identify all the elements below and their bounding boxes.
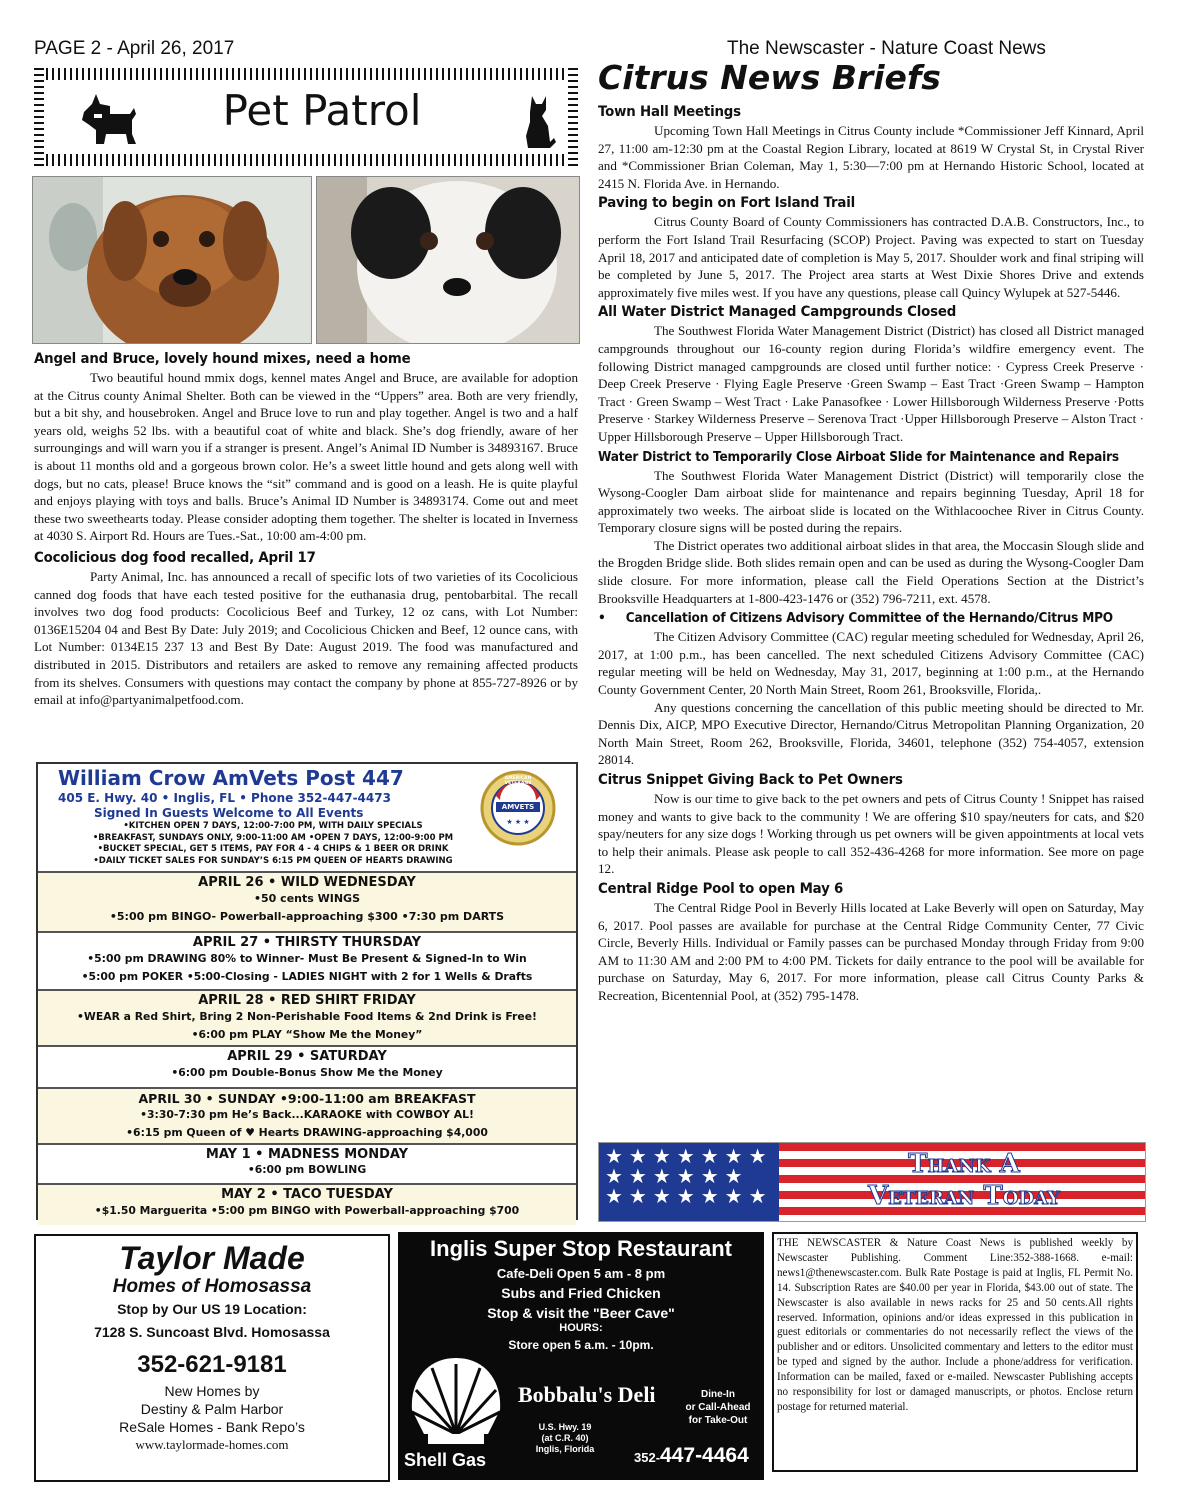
taylor-made-line1: New Homes by — [164, 1383, 260, 1399]
veteran-banner-line1: Thank A — [908, 1149, 1020, 1179]
brief-paragraph: The District operates two additional airboat slides in that area, the Moccasin Slough slide and the Brogden Bridge slide. Both slides remain open and can be used as during the Wysong-Coogler Dam slide closure. For more information, please call the Field Operations Section at the District’s Brooksville Headquarters at 1-800-423-1476 or (352) 796-7211, ext. 4578. — [598, 537, 1144, 606]
brief-paragraph: The Central Ridge Pool in Beverly Hills located at Lake Beverly will open on Saturday, May 6, 2017. Pool passes are available for purchase at the Central Ridge Community Center, 77 Civic Circle, Beverly Hills. Individual or Family passes can be purchased Monday through Friday from 9:00 AM to 11:30 AM and 2:00 PM to 4:00 PM. Tickets for daily entrance to the pool will be available for purchase on Saturday, May 6, 2017. For more information, please call Citrus County Parks & Recreation, Bicentennial Pool, at (352) 795-1478. — [598, 899, 1144, 1003]
amvets-note: •BREAKFAST, SUNDAYS ONLY, 9:00-11:00 AM •OPEN 7 DAYS, 12:00-9:00 PM — [92, 832, 454, 843]
brief-headline: Water District to Temporarily Close Airboat Slide for Maintenance and Repairs — [598, 449, 1119, 465]
amvets-note: •DAILY TICKET SALES FOR SUNDAY’S 6:15 PM QUEEN OF HEARTS DRAWING — [93, 855, 453, 866]
left-articles — [34, 350, 578, 709]
day-line: •6:15 pm Queen of ♥ Hearts DRAWING-approaching $4,000 — [126, 1126, 488, 1139]
flag-stars-icon: ★★★★★★★ ★★★★★★ ★★★★★★★ — [605, 1146, 773, 1208]
taylor-made-stop: Stop by Our US 19 Location: — [117, 1301, 307, 1317]
day-title: APRIL 30 • SUNDAY •9:00-11:00 am BREAKFAST — [138, 1091, 476, 1106]
briefs-column — [598, 103, 1144, 1005]
masthead-notice: THE NEWSCASTER & Nature Coast News is published weekly by Newscaster Publishing. Comment Line:352-388-1668. e-mail: news1@thenewscaster.com. Bulk Rate Postage is paid at Inglis, FL Permit No. 14. Subscription Rates are $40.00 per year in Florida, $43.00 out of state. The Newscaster is also available in news racks for 25 and 50 cents.All rights reserved. Information, opinions and/or ideas expressed in this publication in guest editorials or commentaries do not necessarily reflect the views of the publisher and or editors. Unsolicited commentary and letters to the editor must be typed and signed by the author. Include a phone/address for verification. Information can be mailed, faxed or e-mailed. Newscaster Publishing accepts no responsibility for lost or damaged manuscripts, or photos. Enclose return postage for returned material. — [772, 1232, 1138, 1472]
day-line: •6:00 pm BOWLING — [247, 1163, 367, 1176]
taylor-made-website: www.taylormade-homes.com — [135, 1437, 289, 1452]
chain-border-bottom — [34, 154, 578, 166]
amvets-day — [38, 1183, 576, 1225]
day-title: MAY 2 • TACO TUESDAY — [221, 1187, 393, 1202]
amvets-title: William Crow AmVets Post 447 — [58, 766, 404, 790]
veteran-banner-line2: Veteran Today — [868, 1181, 1060, 1211]
amvets-day — [38, 989, 576, 1045]
briefs-title: Citrus News Briefs — [598, 58, 941, 97]
inglis-line: Subs and Fried Chicken — [501, 1285, 661, 1301]
day-line: •5:00 pm DRAWING 80% to Winner- Must Be Present & Signed-In to Win — [87, 952, 527, 965]
taylor-made-phone: 352-621-9181 — [137, 1351, 287, 1378]
page-number-date: PAGE 2 - April 26, 2017 — [34, 38, 235, 59]
brief-paragraph: The Southwest Florida Water Management District (District) has closed all District managed campgrounds throughout our 16-county region during Florida’s wildfire emergency event. The following District managed campgrounds are closed until further notice: · Cypress Creek Preserve · Deep Creek Preserve · Flying Eagle Preserve ·Green Swamp – East Tract ·Green Swamp – Hampton Tract · Green Swamp – West Tract · Lake Panasofkee · Lower Hillsborough Wilderness Preserve ·Potts Preserve · Starkey Wilderness Preserve – Serenova Tract ·Upper Hillsborough Preserve – Alston Tract · Upper Hillsborough Preserve – Upper Hillsborough Tract. — [598, 323, 1144, 444]
amvets-note: •KITCHEN OPEN 7 DAYS, 12:00-7:00 PM, WITH DAILY SPECIALS — [123, 821, 423, 831]
inglis-line: Cafe-Deli Open 5 am - 8 pm — [496, 1266, 666, 1281]
inglis-line: Stop & visit the "Beer Cave" — [487, 1305, 675, 1321]
brief-paragraph: Citrus County Board of County Commissioners has contracted D.A.B. Constructors, Inc., to perform the Fort Island Trail Resurfacing (SCOP) Project. Paving was expected to start on Tuesday April 18, 2017 and anticipated date of completion is May 5, 2017. Shoulder work and final striping will be completed by June 5, 2017. The Project area starts at West Dixie Shores Drive and extends approximately five miles west. If you have any questions, please call Quincy Wylupek at 527-5446. — [598, 214, 1144, 300]
brief-headline: Citrus Snippet Giving Back to Pet Owners — [598, 772, 903, 788]
svg-text:★ ★ ★: ★ ★ ★ — [506, 818, 530, 826]
amvets-seal-word: AMVETS — [501, 803, 535, 811]
inglis-hours-label: HOURS: — [559, 1322, 603, 1334]
phone-number: 447-4464 — [660, 1444, 749, 1467]
brief-headline: Paving to begin on Fort Island Trail — [598, 195, 855, 212]
dine-line: or Call-Ahead — [685, 1402, 751, 1413]
chain-border-left — [34, 68, 44, 166]
dine-options — [678, 1388, 758, 1427]
brief-paragraph: The Southwest Florida Water Management District (District) will temporarily close the Wysong-Coogler Dam airboat slide for maintenance and repairs beginning Tuesday, April 18 for approximately two weeks. The airboat slide is located on the Withlacoochee River in Citrus County. Temporary closure signs will be posted during the repairs. — [598, 467, 1144, 536]
article-body: Two beautiful hound mmix dogs, kennel mates Angel and Bruce, are available for adoption at the Citrus county Animal Shelter. Both can be viewed in the “Uppers” area. Both are very friendly, but a bit shy, and housebroken. Angel and Bruce love to run and play together. Angel is two and a half years old, weighs 52 lbs. with a beautiful coat of white and black. She’s dog friendly, aware of her surroungings and will warn you if a stranger is present. Angel’s Animal ID Number is 34893167. Bruce is about 11 months old and a gorgeous brown color. He’s a sweet little hound and gets along well with dogs, but no cats, please! Bruce knows the “sit” command and is good on a leash. He is quite playful and enjoys playing with toys and balls. Bruce’s Animal ID Number is 34893174. Come out and meet these two sweethearts today. Please consider adopting them together. The shelter is located in Inverness at 4030 S. Airport Rd. Hours are Tues.-Sat., 10:00 am-4:00 pm. — [34, 370, 578, 544]
article-headline: Angel and Bruce, lovely hound mixes, need a home — [34, 351, 411, 367]
phone-prefix: 352- — [634, 1450, 661, 1465]
chain-border-right — [568, 68, 578, 166]
day-title: APRIL 26 • WILD WEDNESDAY — [198, 875, 416, 890]
inglis-hours: Store open 5 a.m. - 10pm. — [508, 1338, 654, 1352]
taylor-made-title: Taylor Made — [119, 1240, 305, 1276]
brief-headline: Town Hall Meetings — [598, 104, 741, 120]
inglis-super-stop-ad — [398, 1232, 764, 1480]
day-title: MAY 1 • MADNESS MONDAY — [205, 1147, 409, 1162]
amvets-address: 405 E. Hwy. 40 • Inglis, FL • Phone 352-447-4473 — [58, 791, 391, 805]
amvets-ad — [36, 762, 578, 1220]
cat-icon — [518, 92, 558, 150]
dine-line: Dine-In — [701, 1389, 735, 1400]
amvets-day — [38, 1087, 576, 1143]
inglis-phone — [634, 1444, 749, 1468]
address-line: Inglis, Florida — [535, 1444, 595, 1454]
chain-border-top — [34, 68, 578, 80]
inglis-address — [520, 1422, 610, 1455]
day-line: •5:00 pm BINGO- Powerball-approaching $300 •7:30 pm DARTS — [109, 910, 505, 923]
bruce-dog-photo — [316, 176, 580, 344]
brief-headline: • Cancellation of Citizens Advisory Committee of the Hernando/Citrus MPO — [598, 611, 1113, 627]
scottie-dog-icon — [76, 90, 138, 148]
publication-name: The Newscaster - Nature Coast News — [727, 38, 1046, 59]
amvets-day — [38, 931, 576, 989]
brief-paragraph: Any questions concerning the cancellation of this public meeting should be directed to Mr. Dennis Dix, AICP, MPO Executive Director, Hernando/Citrus Metropolitan Planning Organization, 20 North Main Street, Room 262, Brooksville, Florida, 34601, telephone (352) 754-4057, extension 28014. — [598, 699, 1144, 768]
brief-paragraph: The Citizen Advisory Committee (CAC) regular meeting scheduled for Wednesday, April 26, 2017, at 1:00 p.m., has been cancelled. The next scheduled Citizens Advisory Committee (CAC) regular meeting will be held on Wednesday, May 31, 2017, beginning at 1:00 p.m., at the Hernando County Government Center, 20 North Main Street, Room 261, Brooksville, Florida,. — [598, 629, 1144, 698]
amvets-notes — [58, 821, 488, 867]
shell-gas: Shell Gas — [404, 1450, 487, 1470]
address-line: (at C.R. 40) — [541, 1433, 589, 1443]
day-line: •3:30-7:30 pm He’s Back...KARAOKE with COWBOY AL! — [140, 1108, 474, 1121]
address-line: U.S. Hwy. 19 — [538, 1422, 592, 1432]
angel-dog-photo — [32, 176, 312, 344]
inglis-title: Inglis Super Stop Restaurant — [430, 1236, 732, 1261]
shell-logo-icon — [406, 1354, 506, 1450]
pet-patrol-title: Pet Patrol — [222, 86, 422, 135]
amvets-day — [38, 1143, 576, 1183]
day-line: •$1.50 Marguerita •5:00 pm BINGO with Powerball-approaching $700 — [94, 1204, 520, 1217]
article-headline: Cocolicious dog food recalled, April 17 — [34, 549, 316, 566]
taylor-made-subtitle: Homes of Homosassa — [112, 1276, 312, 1297]
pet-patrol-banner — [32, 64, 580, 170]
taylor-made-line2: Destiny & Palm Harbor — [140, 1401, 284, 1417]
amvets-seal-top: AMERICAN VETERANS — [504, 776, 532, 786]
taylor-made-address: 7128 S. Suncoast Blvd. Homosassa — [94, 1324, 330, 1340]
day-line: •50 cents WINGS — [254, 892, 360, 905]
day-line: •6:00 pm PLAY “Show Me the Money” — [191, 1028, 423, 1041]
day-title: APRIL 27 • THIRSTY THURSDAY — [192, 935, 422, 950]
amvets-day — [38, 1045, 576, 1087]
brief-headline: All Water District Managed Campgrounds Closed — [598, 304, 957, 321]
day-line: •6:00 pm Double-Bonus Show Me the Money — [171, 1066, 443, 1079]
dine-line: for Take-Out — [688, 1415, 748, 1426]
day-line: •WEAR a Red Shirt, Bring 2 Non-Perishable Food Items & 2nd Drink is Free! — [77, 1010, 537, 1023]
taylor-made-line3: ReSale Homes - Bank Repo’s — [119, 1419, 305, 1435]
day-line: •5:00 pm POKER •5:00-Closing - LADIES NIGHT with 2 for 1 Wells & Drafts — [81, 970, 533, 983]
bobbalus-deli: Bobbalu's Deli — [518, 1382, 656, 1407]
taylor-made-ad — [34, 1234, 390, 1482]
day-title: APRIL 29 • SATURDAY — [227, 1049, 387, 1064]
brief-paragraph: Upcoming Town Hall Meetings in Citrus County include *Commissioner Jeff Kinnard, April 27, 11:00 am-12:30 pm at the Coastal Region Library, located at 8619 W Crystal St, in Crystal River and *Commissioner Brian Coleman, May 1, 5:30—7:00 pm at Hernando Historic School, located at 2415 N. Florida Ave. in Hernando. — [598, 123, 1144, 191]
veteran-flag-banner — [598, 1142, 1146, 1222]
day-title: APRIL 28 • RED SHIRT FRIDAY — [198, 993, 416, 1008]
amvets-note: •BUCKET SPECIAL, GET 5 ITEMS, PAY FOR 4 - 4 CHIPS & 1 BEER OR DRINK — [97, 844, 449, 854]
article-body: Party Animal, Inc. has announced a recall of specific lots of two varieties of its Cocolicious canned dog foods that have each tested positive for the euthanasia drug, pentobarbital. The recall involves two dog food products: Cocolicious Beef and Turkey, 12 oz cans, with Lot Number: 0136E15204 04 and Best By Date: July 2019; and Cocolicious Chicken and Beef, 12 ounce cans, with Lot Number: 0134E15 237 13 and Best By Date: August 2019. The food was manufactured and distributed in 2015. Distributors and retailers are asked to remove any remaining affected products from its shelves. Consumers with questions may contact the company by phone at 855-727-8926 or by email at info@partyanimalpetfood.com. — [34, 568, 578, 708]
brief-headline: Central Ridge Pool to open May 6 — [598, 880, 844, 897]
amvets-welcome: Signed In Guests Welcome to All Events — [94, 806, 364, 820]
brief-paragraph: Now is our time to give back to the pet owners and pets of Citrus County ! Snippet has raised money and wants to give back to the community ! We are offering $10 spay/neuters for cats, and $20 spay/neuters for any size dogs ! Working through us pet owners will be given appointments at local vets to help their animals. Please ask people to call 352-436-4268 for more information. See more on page 12. — [598, 791, 1144, 877]
amvets-day — [38, 871, 576, 931]
